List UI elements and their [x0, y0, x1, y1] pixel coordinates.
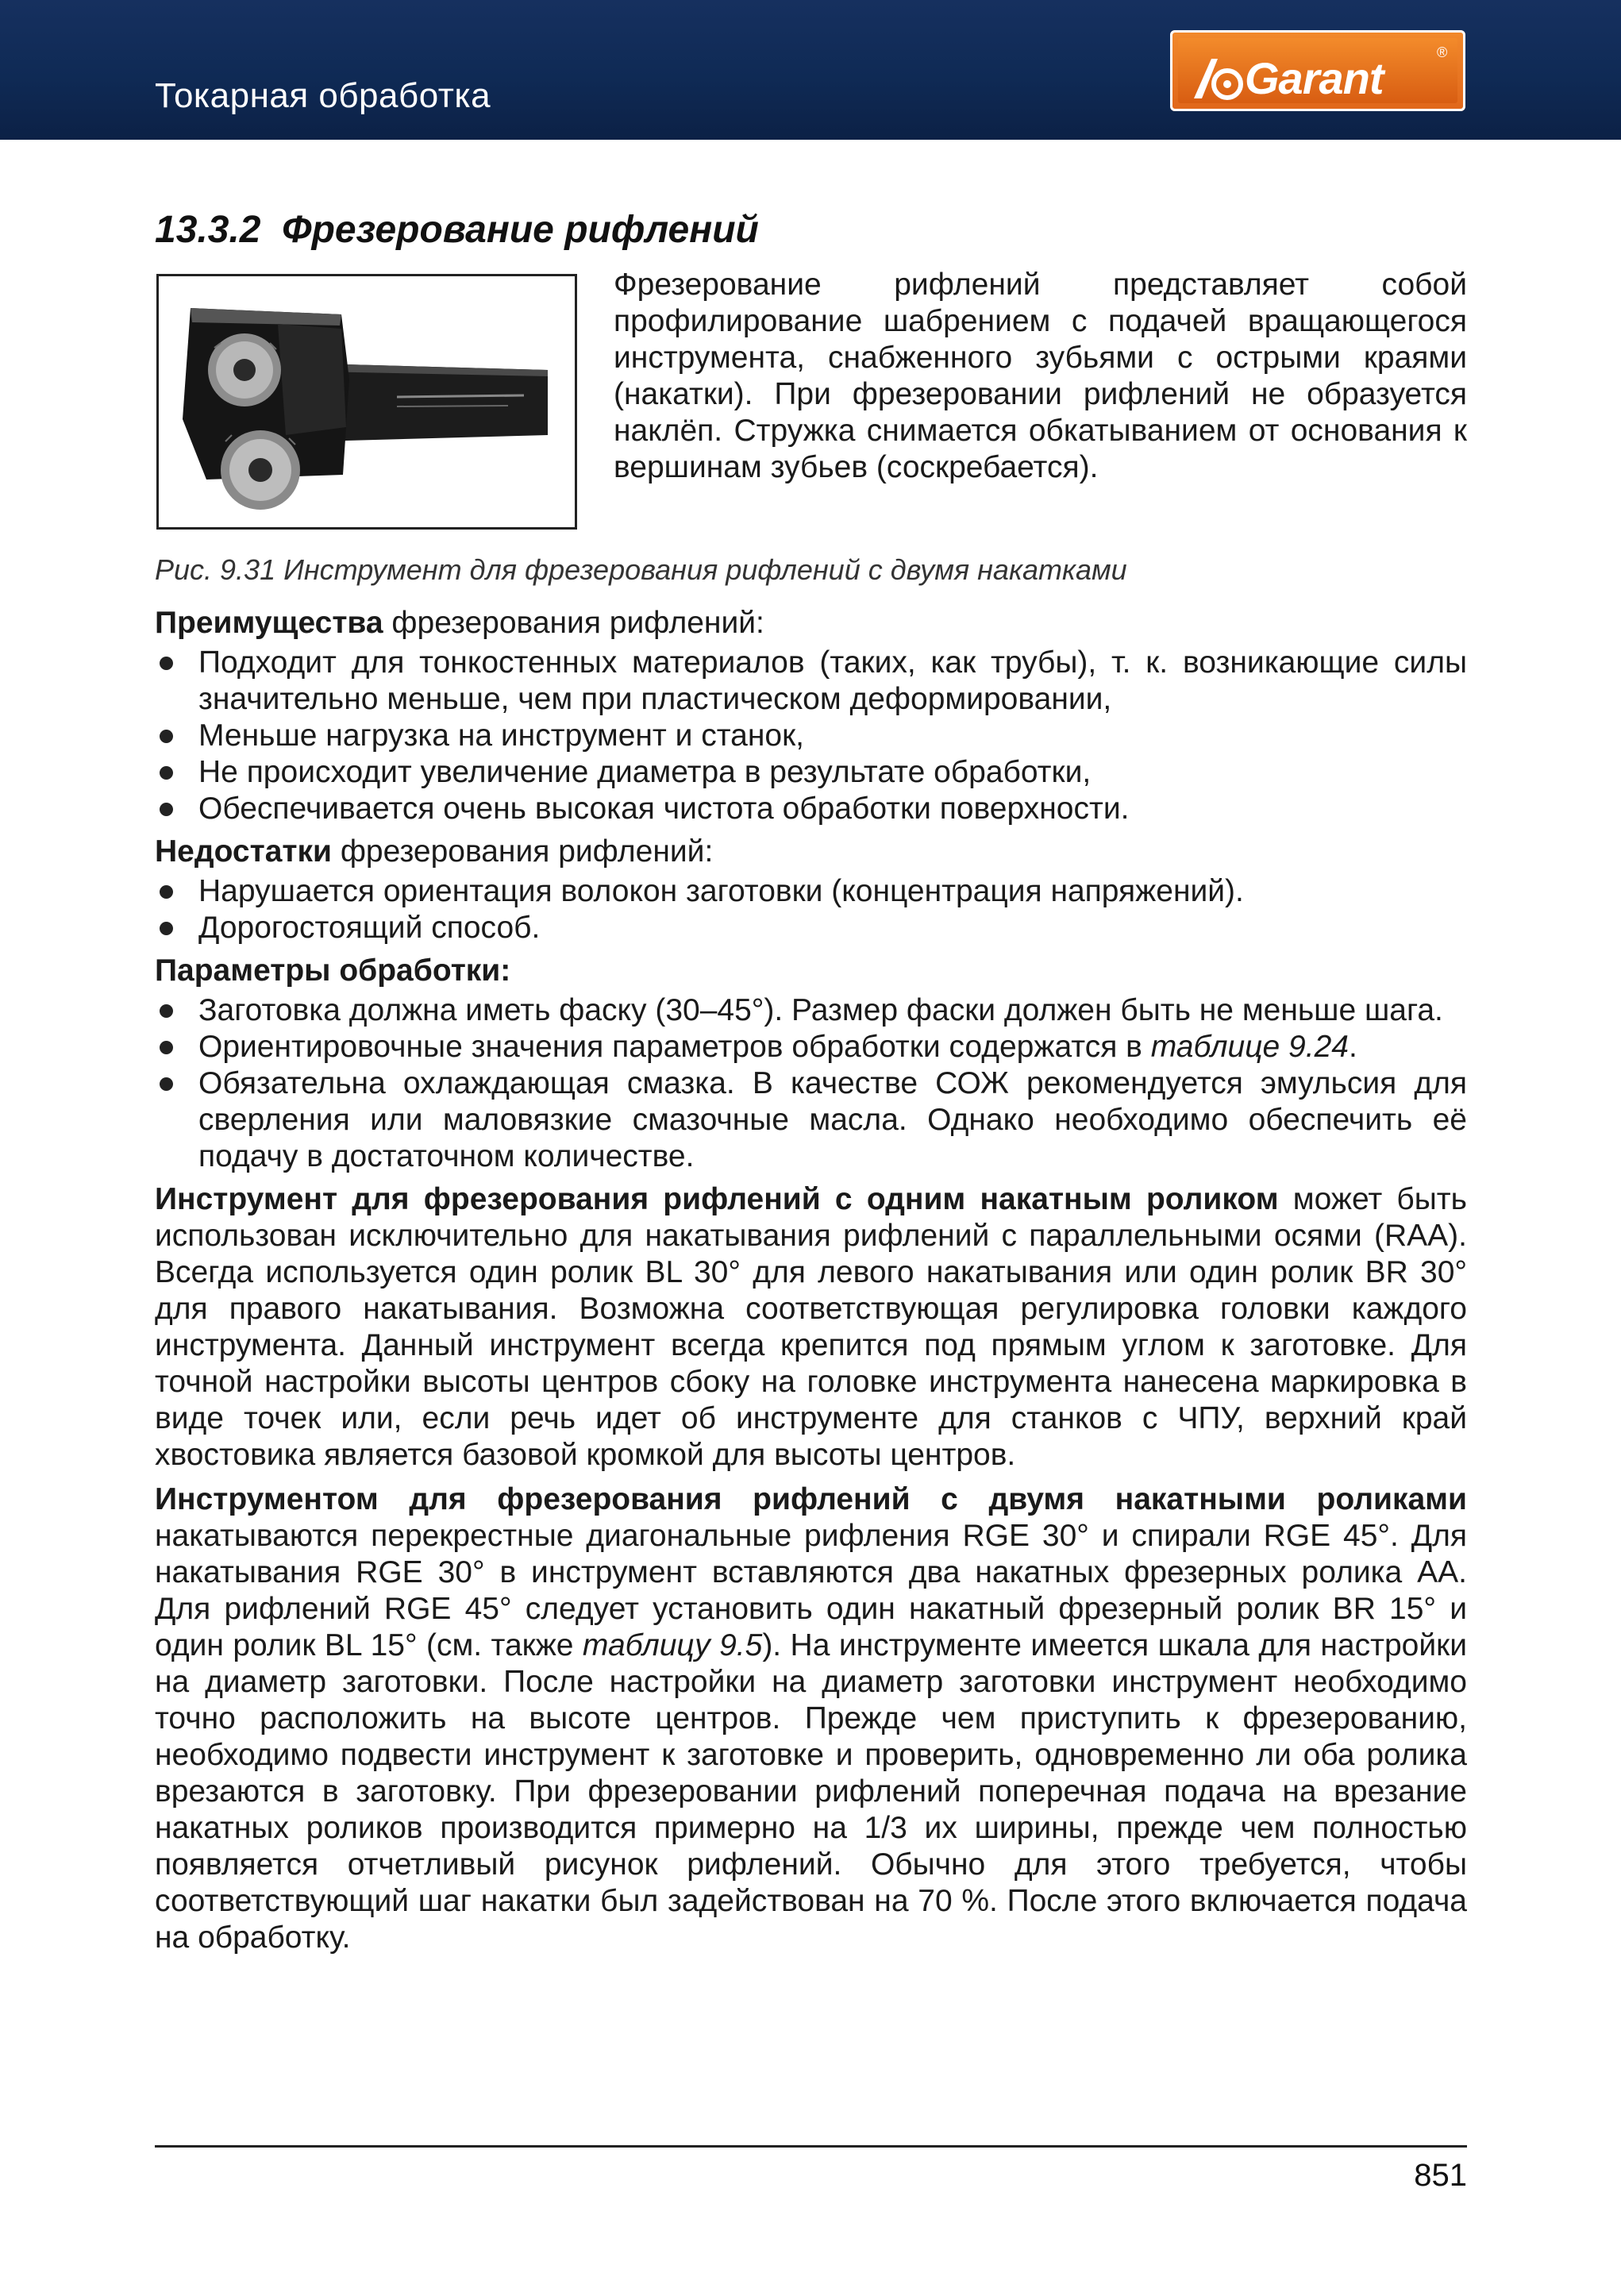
bullet-icon: [160, 1041, 173, 1054]
logo-text: Garant: [1245, 53, 1384, 103]
advantages-heading: Преимущества фрезерования рифлений:: [155, 606, 764, 640]
list-item: Подходит для тонкостенных материалов (таких, как трубы), т. к. возникающие силы значительно меньше, чем при пластическом деформировании,: [155, 645, 1467, 718]
knurling-tool-photo-icon: [159, 276, 575, 527]
parameters-list: [155, 992, 1467, 1175]
bullet-icon: [160, 922, 173, 935]
bullet-icon: [160, 730, 173, 743]
list-item: Ориентировочные значения параметров обработки содержатся в таблице 9.24.: [155, 1029, 1467, 1065]
list-item: Дорогостоящий способ.: [155, 910, 1467, 946]
list-item: Обязательна охлаждающая смазка. В качестве СОЖ рекомендуется эмульсия для сверления или маловязкие смазочные масла. Однако необходимо обеспечить её подачу в достаточном количестве.: [155, 1065, 1467, 1175]
intro-paragraph: Фрезерование рифлений представляет собой профилирование шабрением с подачей вращающегося инструмента, снабженного зубьями с острыми краями (накатки). При фрезеровании рифлений не образуется наклёп. Стружка снимается обкатыванием от основания к вершинам зубьев (соскребается).: [614, 268, 1467, 484]
logo-background: [1178, 38, 1457, 103]
table-reference: таблицу 9.5: [582, 1628, 763, 1662]
registered-mark: ®: [1437, 44, 1448, 60]
main-content: [155, 605, 1467, 1964]
garant-logo: [1170, 30, 1465, 111]
section-number: 13.3.2: [155, 209, 261, 251]
disadvantages-heading: Недостатки фрезерования рифлений:: [155, 834, 714, 869]
disadvantages-list: [155, 873, 1467, 946]
list-item: Заготовка должна иметь фаску (30–45°). Размер фаски должен быть не меньше шага.: [155, 992, 1467, 1029]
footer-divider: [155, 2145, 1467, 2148]
header-title: Токарная обработка: [155, 76, 491, 115]
bullet-icon: [160, 657, 173, 670]
list-item: Не происходит увеличение диаметра в результате обработки,: [155, 754, 1467, 791]
section-title: [155, 208, 759, 252]
advantages-list: [155, 645, 1467, 827]
bullet-icon: [160, 766, 173, 780]
parameters-heading: Параметры обработки:: [155, 953, 511, 988]
garant-logo-icon: [1191, 52, 1246, 105]
single-roller-paragraph: Инструмент для фрезерования рифлений с одним накатным роликом может быть использован исключительно для накатывания рифлений с параллельными осями (RAA). Всегда используется один ролик BL 30° для левого накатывания или один ролик BR 30° для правого накатывания. Возможна соответствующая регулировка головки каждого инструмента. Данный инструмент всегда крепится под прямым углом к заготовке. Для точной настройки высоты центров сбоку на головке инструмента нанесена маркировка в виде точек или, если речь идет об инструменте для станков с ЧПУ, верхний край хвостовика является базовой кромкой для высоты центров.: [155, 1182, 1467, 1472]
section-heading: Фрезерование рифлений: [282, 209, 759, 251]
page-number: 851: [1414, 2158, 1467, 2193]
bullet-icon: [160, 885, 173, 899]
bullet-icon: [160, 803, 173, 816]
double-roller-paragraph: Инструментом для фрезерования рифлений с двумя накатными роликами накатываются перекрестные диагональные рифления RGE 30° и спирали RGE 45°. Для накатывания RGE 30° в инструмент вставляются два накатных фрезерных ролика AA. Для рифлений RGE 45° следует установить один накатный фрезерный ролик BR 15° и один ролик BL 15° (см. также таблицу 9.5). На инструменте имеется шкала для настройки на диаметр заготовки. После настройки на диаметр заготовки инструмент необходимо точно расположить на высоте центров. Прежде чем приступить к фрезерованию, необходимо подвести инструмент к заготовке и проверить, одновременно ли оба ролика врезаются в заготовку. При фрезеровании рифлений поперечная подача на врезание накатных роликов производится примерно на 1/3 их ширины, прежде чем полностью появляется отчетливый рисунок рифлений. Обычно для этого требуется, чтобы соответствующий шаг накатки был задействован на 70 %. После этого включается подача на обработку.: [155, 1482, 1467, 1955]
bullet-icon: [160, 1004, 173, 1018]
list-item: Меньше нагрузка на инструмент и станок,: [155, 718, 1467, 754]
page-header: [0, 0, 1621, 140]
list-item: Обеспечивается очень высокая чистота обработки поверхности.: [155, 791, 1467, 827]
list-item: Нарушается ориентация волокон заготовки (концентрация напряжений).: [155, 873, 1467, 910]
table-reference: таблице 9.24: [1150, 1030, 1349, 1064]
figure-caption: Рис. 9.31 Инструмент для фрезерования рифлений с двумя накатками: [155, 553, 1127, 586]
bullet-icon: [160, 1077, 173, 1091]
figure-frame: [156, 274, 577, 530]
